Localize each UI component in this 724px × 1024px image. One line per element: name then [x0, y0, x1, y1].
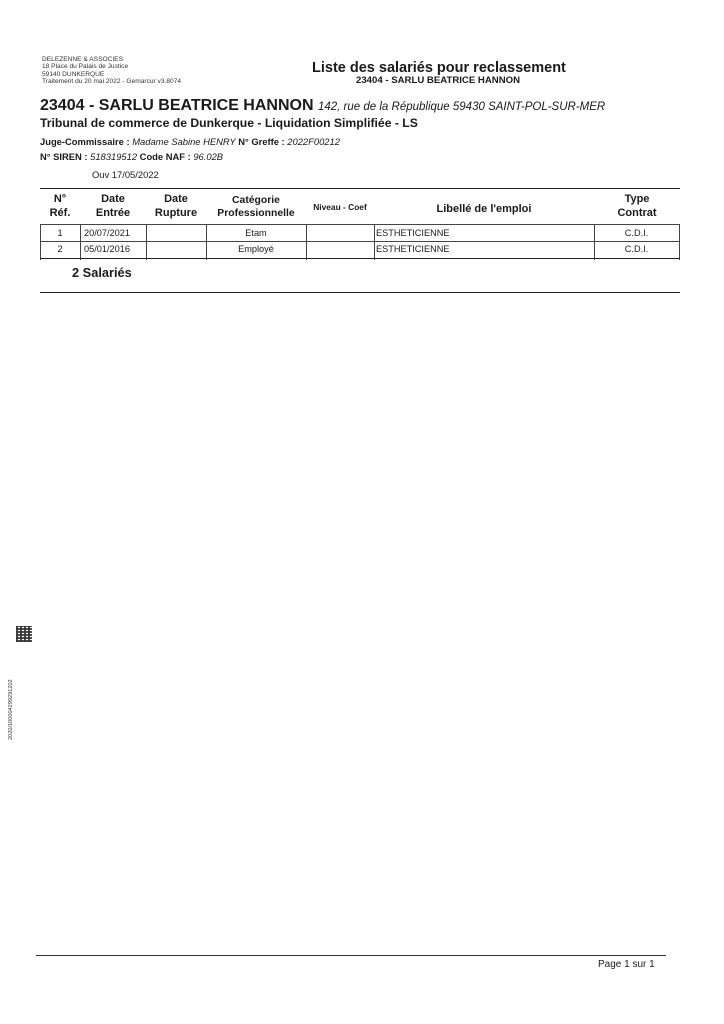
- greffe-value: 2022F00212: [287, 136, 340, 147]
- tribunal-line: Tribunal de commerce de Dunkerque - Liquidation Simplifiée - LS: [40, 116, 418, 130]
- datamatrix-code: [16, 626, 32, 642]
- footer-rule: [36, 955, 666, 956]
- company-line: [40, 97, 605, 115]
- employee-table: [40, 224, 680, 260]
- header-entree-line2: Entrée: [95, 207, 131, 219]
- header-ref-line2: Réf.: [49, 207, 71, 219]
- cell-rupture: [150, 241, 206, 257]
- siren-line: [40, 151, 223, 162]
- cell-categorie: Etam: [245, 228, 267, 238]
- office-city: 59140 DUNKERQUE: [42, 70, 105, 78]
- header-libelle: Libellé de l'emploi: [436, 203, 532, 215]
- header-categorie: [206, 194, 306, 220]
- cell-categorie: Employé: [238, 244, 274, 254]
- processing-info: Traitement du 20 mai 2022 - Gemarcur v3.8074: [42, 78, 182, 86]
- cell-libelle: ESTHETICIENNE: [376, 228, 450, 238]
- cell-libelle: ESTHETICIENNE: [376, 244, 450, 254]
- header-categorie-line1: Catégorie: [232, 195, 280, 206]
- col-divider: [679, 224, 680, 260]
- header-ref: [40, 192, 80, 220]
- office-name: DELEZENNE & ASSOCIES: [42, 56, 123, 63]
- cell-entree: 05/01/2016: [84, 244, 130, 254]
- cell-rupture: [150, 225, 206, 241]
- col-divider: [80, 224, 81, 260]
- juge-label: Juge-Commissaire :: [40, 136, 130, 147]
- col-divider: [146, 224, 147, 260]
- page-number: Page 1 sur 1: [598, 959, 655, 970]
- cell-niveau: [306, 225, 374, 241]
- office-address-block: [42, 56, 181, 86]
- header-contrat-line2: Contrat: [617, 207, 657, 219]
- side-reference: 2020/100004299291202: [8, 679, 14, 740]
- header-categorie-line2: Professionnelle: [217, 208, 295, 219]
- col-divider: [374, 224, 375, 260]
- cell-contrat: C.D.I.: [624, 228, 649, 238]
- cell-ref: 2: [57, 244, 63, 254]
- office-street: 18 Place du Palais de Justice: [42, 63, 129, 71]
- header-rupture-line2: Rupture: [154, 207, 198, 219]
- naf-label: Code NAF :: [139, 151, 191, 162]
- header-niveau: Niveau - Coef: [313, 202, 367, 212]
- employee-count: 2 Salariés: [72, 265, 132, 280]
- row-divider: [40, 258, 680, 259]
- company-address: 142, rue de la République 59430 SAINT-POL-SUR-MER: [317, 101, 606, 113]
- header-contrat: [594, 192, 680, 220]
- summary-rule: [40, 292, 680, 293]
- cell-ref: 1: [57, 228, 63, 238]
- table-top-rule: [40, 188, 680, 189]
- header-entree: [80, 192, 146, 220]
- header-entree-line1: Date: [101, 193, 125, 205]
- juge-value: Madame Sabine HENRY: [132, 136, 236, 147]
- header-ref-line1: N°: [53, 193, 67, 205]
- siren-value: 518319512: [90, 151, 138, 162]
- document-subtitle: 23404 - SARLU BEATRICE HANNON: [356, 75, 521, 86]
- ouverture-date: Ouv 17/05/2022: [92, 169, 159, 180]
- company-name: 23404 - SARLU BEATRICE HANNON: [40, 97, 314, 114]
- document-title: Liste des salariés pour reclassement: [312, 60, 566, 76]
- header-rupture: [146, 192, 206, 220]
- juge-line: [40, 136, 340, 147]
- cell-entree: 20/07/2021: [84, 228, 130, 238]
- header-rupture-line1: Date: [164, 193, 188, 205]
- naf-value: 96.02B: [193, 151, 224, 162]
- cell-niveau: [306, 241, 374, 257]
- header-contrat-line1: Type: [624, 193, 650, 205]
- cell-contrat: C.D.I.: [624, 244, 649, 254]
- siren-label: N° SIREN :: [40, 151, 88, 162]
- greffe-label: N° Greffe :: [238, 136, 285, 147]
